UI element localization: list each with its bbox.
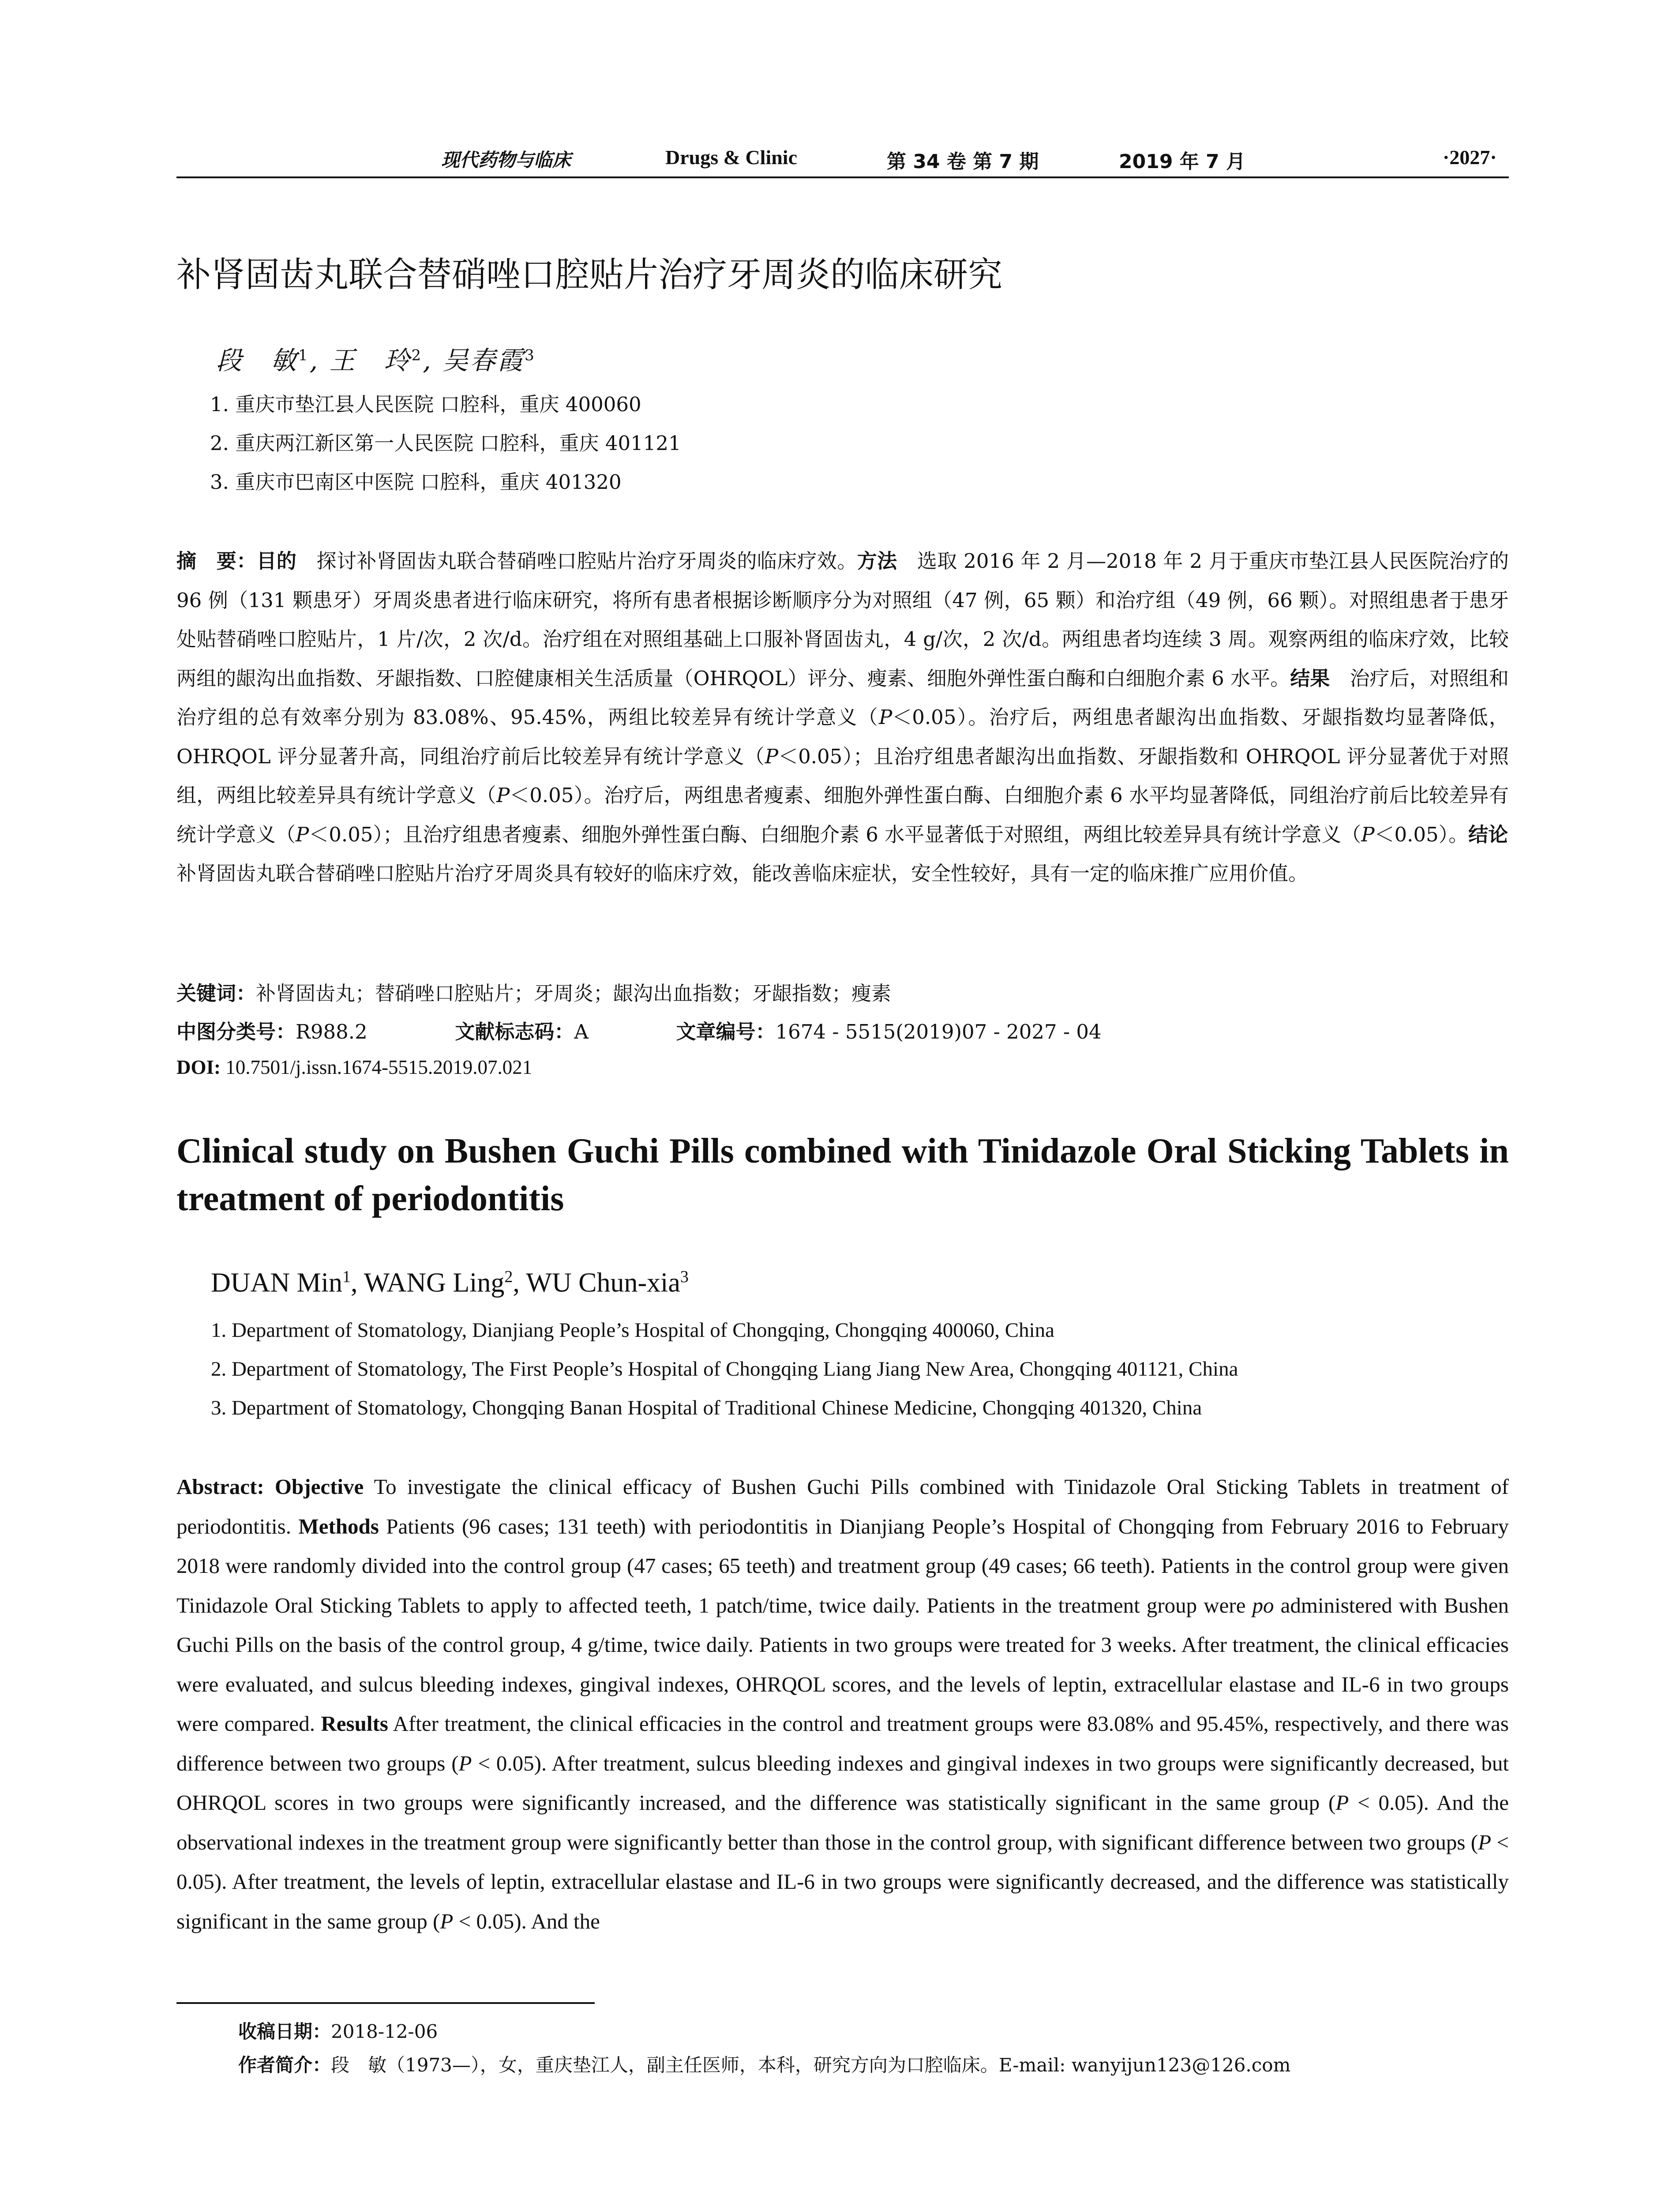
doi-label: DOI: (176, 1056, 221, 1078)
abstract-en-label: Abstract: Objective (176, 1474, 364, 1499)
methods-label: 方法 (857, 549, 897, 573)
page-number: ·2027· (1443, 146, 1497, 169)
author-cn: 王 玲 (329, 345, 412, 375)
author-sup: 2 (504, 1268, 513, 1286)
methods-en-label: Methods (298, 1514, 379, 1538)
results-en-text: < 0.05). After treatment, sulcus bleeding indexes and gingival indexes in two groups were significantly decreased, but OHRQOL scores in two groups were significantly increased, and the difference was statistically significant in the same group ( (176, 1751, 1509, 1815)
p-symbol: P (296, 822, 309, 846)
issue-date: 2019 年 7 月 (1119, 150, 1246, 173)
clc-value: R988.2 (296, 1020, 368, 1043)
title-en: Clinical study on Bushen Guchi Pills combined with Tinidazole Oral Sticking Tablets in treatment of periodontitis (176, 1132, 1509, 1218)
results-text: ＜0.05）；且治疗组患者龈沟出血指数、牙龈指数和 OHRQOL 评分显著优于对照组，两组比较差异具有统计学意义（ (176, 744, 1509, 807)
volume-issue: 第 34 卷 第 7 期 (887, 150, 1039, 173)
conclusion-text: 补肾固齿丸联合替硝唑口腔贴片治疗牙周炎具有较好的临床疗效，能改善临床症状，安全性较好，具有一定的临床推广应用价值。 (176, 822, 1528, 885)
bio-label: 作者简介： (238, 2054, 331, 2076)
results-en-label: Results (321, 1711, 388, 1736)
author-en: WU Chun-xia (526, 1268, 680, 1298)
objective-en-text: To investigate the clinical efficacy of Bushen Guchi Pills combined with Tinidazole Oral Sticking Tablets in treatment of periodontitis. (176, 1474, 1509, 1538)
affiliation-en: 2. Department of Stomatology, The First People’s Hospital of Chongqing Liang Jiang New Area, Chongqing 401121, China (211, 1358, 1238, 1381)
author-sup: 3 (525, 346, 536, 364)
methods-text: 选取 2016 年 2 月—2018 年 2 月于重庆市垫江县人民医院治疗的 96 例（131 颗患牙）牙周炎患者进行临床研究，将所有患者根据诊断顺序分为对照组（47 例，65 颗）和治疗组（49 例，66 颗）。对照组患者于患牙处贴替硝唑口腔贴片，1 片/次，2 次/d。治疗组在对照组基础上口服补肾固齿丸，4 g/次，2 次/d。两组患者均连续 3 周。观察两组的临床疗效，比较两组的龈沟出血指数、牙龈指数、口腔健康相关生活质量（OHRQOL）评分、瘦素、细胞外弹性蛋白酶和白细胞介素 6 水平。 (176, 549, 1509, 690)
results-label: 结果 (1290, 666, 1330, 690)
p-symbol: P (878, 705, 892, 729)
objective-label: 目的 (256, 549, 297, 573)
p-symbol: P (1361, 822, 1375, 846)
authors-cn: 段 敏$^1$, 王 玲$^2$, 吴春霞$^3$ (216, 345, 536, 375)
doc-code-label: 文献标志码： (455, 1020, 574, 1043)
article-number-label: 文章编号： (676, 1020, 776, 1043)
results-text: ＜0.05）；且治疗组患者瘦素、细胞外弹性蛋白酶、白细胞介素 6 水平显著低于对照组，两组比较差异具有统计学意义（ (309, 822, 1361, 846)
title-cn: 补肾固齿丸联合替硝唑口腔贴片治疗牙周炎的临床研究 (176, 255, 1003, 295)
author-cn: 段 敏 (216, 345, 299, 375)
received-value: 2018-12-06 (331, 2021, 438, 2042)
keywords (176, 977, 891, 1006)
journal-name-en: Drugs & Clinic (665, 146, 797, 169)
abstract-label: 摘 要： (176, 549, 257, 573)
clc-label: 中图分类号： (176, 1020, 296, 1043)
header-rule (176, 176, 1509, 178)
p-symbol: P (440, 1909, 454, 1933)
bio-value: 段 敏（1973—），女，重庆垫江人，副主任医师，本科，研究方向为口腔临床。E-mail: wanyijun123@126.com (331, 2054, 1291, 2076)
journal-name-cn: 现代药物与临床 (441, 149, 571, 171)
keywords-label: 关键词： (176, 982, 256, 1005)
results-en-text: After treatment, the clinical efficacies in the control and treatment groups were 83.08% and 95.45%, respectively, and there was difference between two groups ( (176, 1711, 1509, 1775)
p-symbol: P (1478, 1830, 1492, 1854)
results-text: 治疗后，对照组和治疗组的总有效率分别为 83.08%、95.45%，两组比较差异有统计学意义（ (176, 666, 1509, 729)
received-label: 收稿日期： (238, 2021, 331, 2042)
author-bio (238, 2051, 1290, 2077)
keywords-value: 补肾固齿丸；替硝唑口腔贴片；牙周炎；龈沟出血指数；牙龈指数；瘦素 (256, 982, 892, 1005)
footnote-rule (176, 2002, 595, 2004)
article-number-value: 1674 - 5515(2019)07 - 2027 - 04 (775, 1020, 1102, 1043)
author-sup: 2 (411, 346, 423, 364)
authors-en: DUAN Min$^1$, WANG Ling$^2$, WU Chun-xia$^3$ (211, 1268, 689, 1298)
doi-value: 10.7501/j.issn.1674-5515.2019.07.021 (221, 1056, 532, 1078)
author-cn: 吴春霞 (442, 345, 525, 375)
author-en: DUAN Min (211, 1268, 342, 1298)
p-symbol: P (458, 1751, 472, 1775)
conclusion-label: 结论 (1468, 822, 1508, 846)
classification-line (176, 1016, 1102, 1044)
author-sup: 3 (680, 1268, 689, 1286)
po-term: po (1252, 1593, 1274, 1617)
doi-line (176, 1055, 532, 1079)
affiliation-cn: 1. 重庆市垫江县人民医院 口腔科，重庆 400060 (210, 393, 641, 416)
affiliation-cn: 2. 重庆两江新区第一人民医院 口腔科，重庆 401121 (210, 431, 681, 455)
results-en-text: < 0.05). And the (453, 1909, 600, 1933)
objective-text: 探讨补肾固齿丸联合替硝唑口腔贴片治疗牙周炎的临床疗效。 (296, 549, 857, 573)
author-sup: 1 (342, 1268, 351, 1286)
results-en-text: < 0.05). After treatment, the levels of leptin, extracellular elastase and IL-6 in two groups were significantly decreased, and the difference was statistically significant in the same group ( (176, 1830, 1509, 1933)
methods-en-text: administered with Bushen Guchi Pills on the basis of the control group, 4 g/time, twice daily. Patients in two groups were treated for 3 weeks. After treatment, the clinical efficacies were evaluated, and sulcus bleeding indexes, gingival indexes, OHRQOL scores, and the levels of leptin, extracellular elastase and IL-6 in two groups were compared. (176, 1593, 1509, 1736)
results-text: ＜0.05）。治疗后，两组患者瘦素、细胞外弹性蛋白酶、白细胞介素 6 水平均显著降低，同组治疗前后比较差异有统计学意义（ (176, 784, 1509, 846)
abstract-en (176, 1467, 1509, 1941)
running-header (176, 140, 1509, 176)
affiliation-en: 1. Department of Stomatology, Dianjiang People’s Hospital of Chongqing, Chongqing 400060, China (211, 1319, 1055, 1342)
results-en-text: < 0.05). And the observational indexes in the treatment group were significantly better than those in the control group, with significant difference between two groups ( (176, 1790, 1509, 1854)
doc-code-value: A (574, 1020, 589, 1043)
p-symbol: P (1335, 1790, 1349, 1815)
results-text: ＜0.05）。 (1374, 822, 1469, 846)
affiliation-cn: 3. 重庆市巴南区中医院 口腔科，重庆 401320 (210, 470, 622, 494)
results-text: ＜0.05）。治疗后，两组患者龈沟出血指数、牙龈指数均显著降低，OHRQOL 评分显著升高，同组治疗前后比较差异有统计学意义（ (176, 705, 1509, 768)
methods-en-text: Patients (96 cases; 131 teeth) with periodontitis in Dianjiang People’s Hospital of Chongqing from February 2016 to February 2018 were randomly divided into the control group (47 cases; 65 teeth) and treatment group (49 cases; 66 teeth). Patients in the control group were given Tinidazole Oral Sticking Tablets to apply to affected teeth, 1 patch/time, twice daily. Patients in the treatment group were (176, 1514, 1509, 1617)
author-en: WANG Ling (364, 1268, 505, 1298)
received-date (238, 2017, 438, 2044)
p-symbol: P (765, 744, 779, 768)
p-symbol: P (496, 784, 510, 807)
abstract-cn (176, 542, 1528, 893)
author-sup: 1 (298, 346, 310, 364)
affiliation-en: 3. Department of Stomatology, Chongqing Banan Hospital of Traditional Chinese Medicine, Chongqing 401320, China (211, 1396, 1202, 1419)
